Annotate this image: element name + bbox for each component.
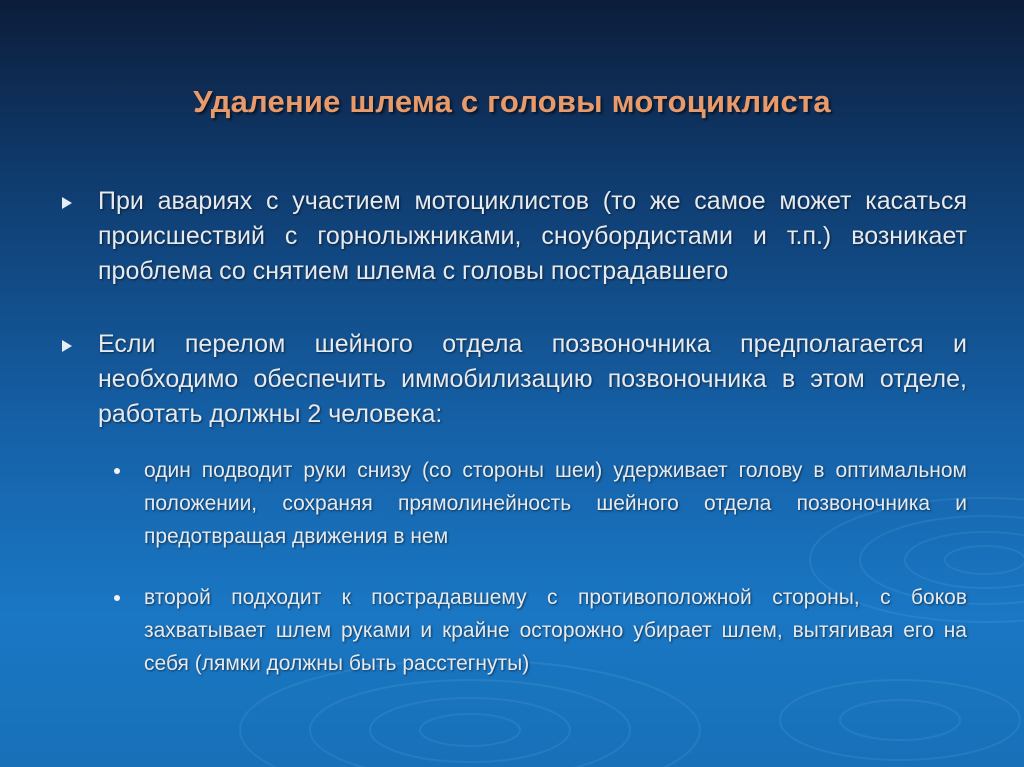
sub-bullet-list — [62, 454, 967, 680]
dot-icon — [114, 468, 120, 474]
bullet-text: При авариях с участием мотоциклистов (то же самое может касаться происшествий с горнолыжниками, сноубордистами и т.п.) возникает проблема со снятием шлема с головы пострaдавшего — [98, 187, 967, 285]
triangle-arrow-icon — [62, 340, 72, 352]
sub-bullet-item — [108, 581, 967, 680]
dot-icon — [114, 595, 120, 601]
bullet-item — [62, 327, 967, 432]
sub-bullet-text: один подводит руки снизу (со стороны шеи) удерживает голову в оптимальном положении, сохраняя прямолинейность шейного отдела позвоночника и предотвращая движения в нем — [144, 459, 967, 548]
sub-bullet-item — [108, 454, 967, 553]
slide-title: Удаление шлема с головы мотоциклиста — [193, 84, 831, 119]
bullet-item — [62, 184, 967, 289]
bullet-text: Если перелом шейного отдела позвоночника предполагается и необходимо обеспечить иммобилизацию позвоночника в этом отделе, работать должны 2 человека: — [98, 330, 967, 428]
slide-content — [62, 184, 967, 680]
sub-bullet-text: второй подходит к пострадавшему с противоположной стороны, с боков захватывает шлем руками и крайне осторожно убирает шлем, вытягивая его на себя (лямки должны быть расстегнуты) — [144, 586, 967, 675]
triangle-arrow-icon — [62, 197, 72, 209]
